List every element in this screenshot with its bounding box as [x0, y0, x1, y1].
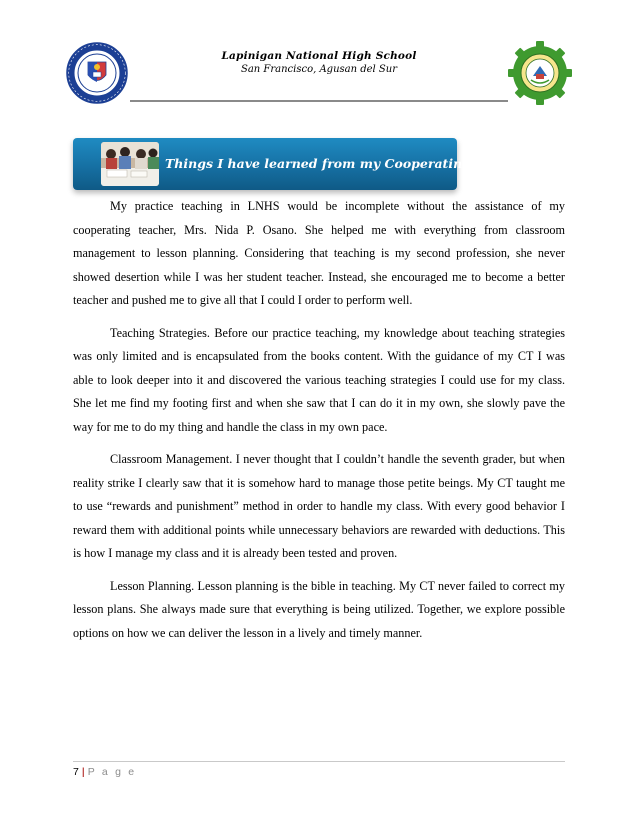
lesson-planning-paragraph: Lesson Planning. Lesson planning is the bible in teaching. My CT never failed to correct my lesson plans. She always made sure that everything is being utilized. Together, we explore possible options on how we can deliver the lesson in a lively and timely manner. [73, 578, 565, 640]
school-address: San Francisco, Agusan del Sur [240, 64, 397, 75]
page-footer [73, 766, 136, 778]
document-body [73, 195, 565, 654]
school-name: Lapinigan National High School [221, 50, 417, 62]
header-divider [130, 100, 508, 102]
deped-seal-logo [66, 42, 128, 104]
classroom-management-paragraph: Classroom Management. I never thought that I couldn’t handle the seventh grader, but when reality strike I clearly saw that it is somehow hard to manage those petite beings. My CT taught me to use “rewards and punishment” method in order to handle my class. With every good behavior I reward them with additional points while unnecessary behaviors are rewarded with deductions. This is how I manage my class and it is already been tested and proven. [73, 452, 565, 560]
page-number: 7 [73, 766, 79, 778]
school-seal-logo [507, 40, 573, 106]
footer-separator: | [81, 766, 85, 778]
page-label: P a g e [87, 766, 137, 778]
teaching-strategies-paragraph: Teaching Strategies. Before our practice teaching, my knowledge about teaching strategies was only limited and is encapsulated from the books content. With the guidance of my CT I was able to look deeper into it and discovered the various teaching strategies I could use for my class. She let me find my footing first and when she saw that I can do it in my own, she slowly pave the way for me to do my thing and handle the class in my own pace. [73, 325, 565, 434]
footer-divider [73, 761, 565, 762]
section-banner [73, 138, 531, 190]
banner-title: Things I have learned from my Cooperating Teacher [165, 156, 531, 171]
classroom-photo [101, 142, 159, 186]
intro-paragraph: My practice teaching in LNHS would be incomplete without the assistance of my cooperating teacher, Mrs. Nida P. Osano. She helped me with everything from classroom management to lesson planning. Considering that teaching is my second profession, she never showed desertion while I was her student teacher. Instead, she encouraged me to become a better teacher and pushed me to give all that I could I order to perform well. [73, 199, 565, 307]
